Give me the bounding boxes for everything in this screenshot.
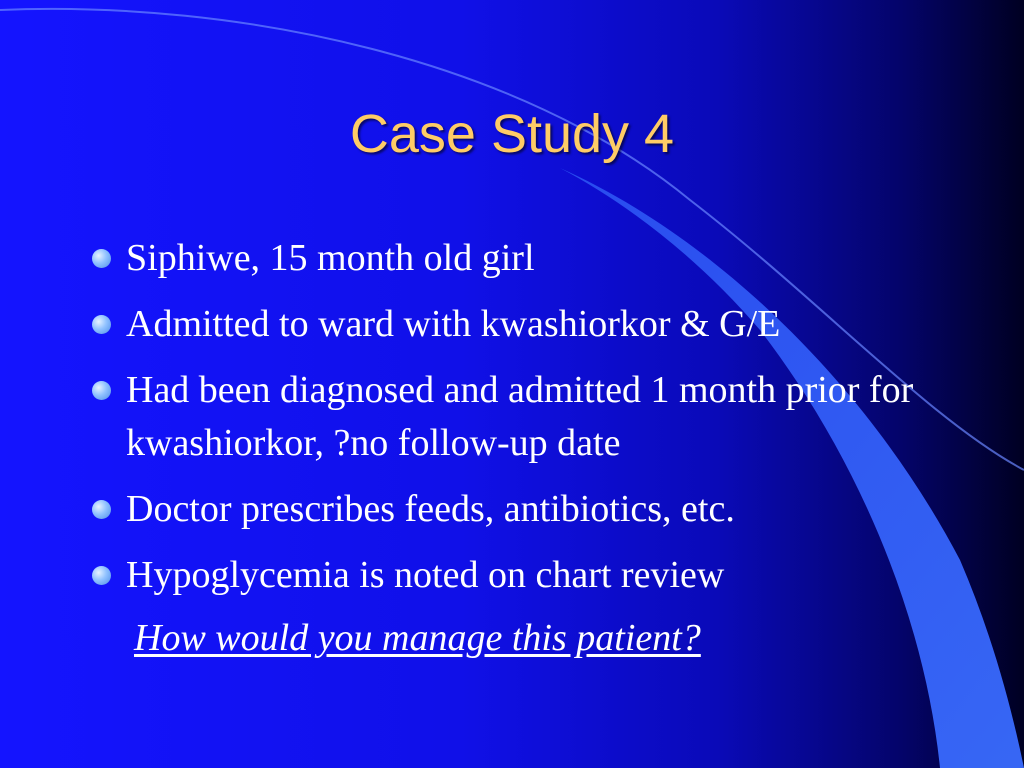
bullet-text: Had been diagnosed and admitted 1 month prior for kwashiorkor, ?no follow-up date bbox=[126, 369, 933, 464]
bullet-dot-icon bbox=[92, 500, 111, 519]
bullet-item bbox=[90, 483, 950, 536]
bullet-text: Admitted to ward with kwashiorkor & G/E bbox=[126, 303, 781, 345]
bullet-item bbox=[90, 364, 950, 470]
discussion-question: How would you manage this patient? bbox=[134, 617, 701, 659]
bullet-dot-icon bbox=[92, 381, 111, 400]
slide-title: Case Study 4 bbox=[349, 104, 675, 164]
bullet-item bbox=[90, 232, 950, 285]
bullet-item bbox=[90, 549, 950, 602]
bullet-text: Hypoglycemia is noted on chart review bbox=[126, 554, 725, 596]
bullet-dot-icon bbox=[92, 315, 111, 334]
bullet-text: Siphiwe, 15 month old girl bbox=[126, 237, 535, 279]
bullet-list bbox=[90, 232, 950, 615]
bullet-dot-icon bbox=[92, 249, 111, 268]
bullet-text: Doctor prescribes feeds, antibiotics, etc. bbox=[126, 488, 735, 530]
bullet-item bbox=[90, 298, 950, 351]
bullet-dot-icon bbox=[92, 566, 111, 585]
